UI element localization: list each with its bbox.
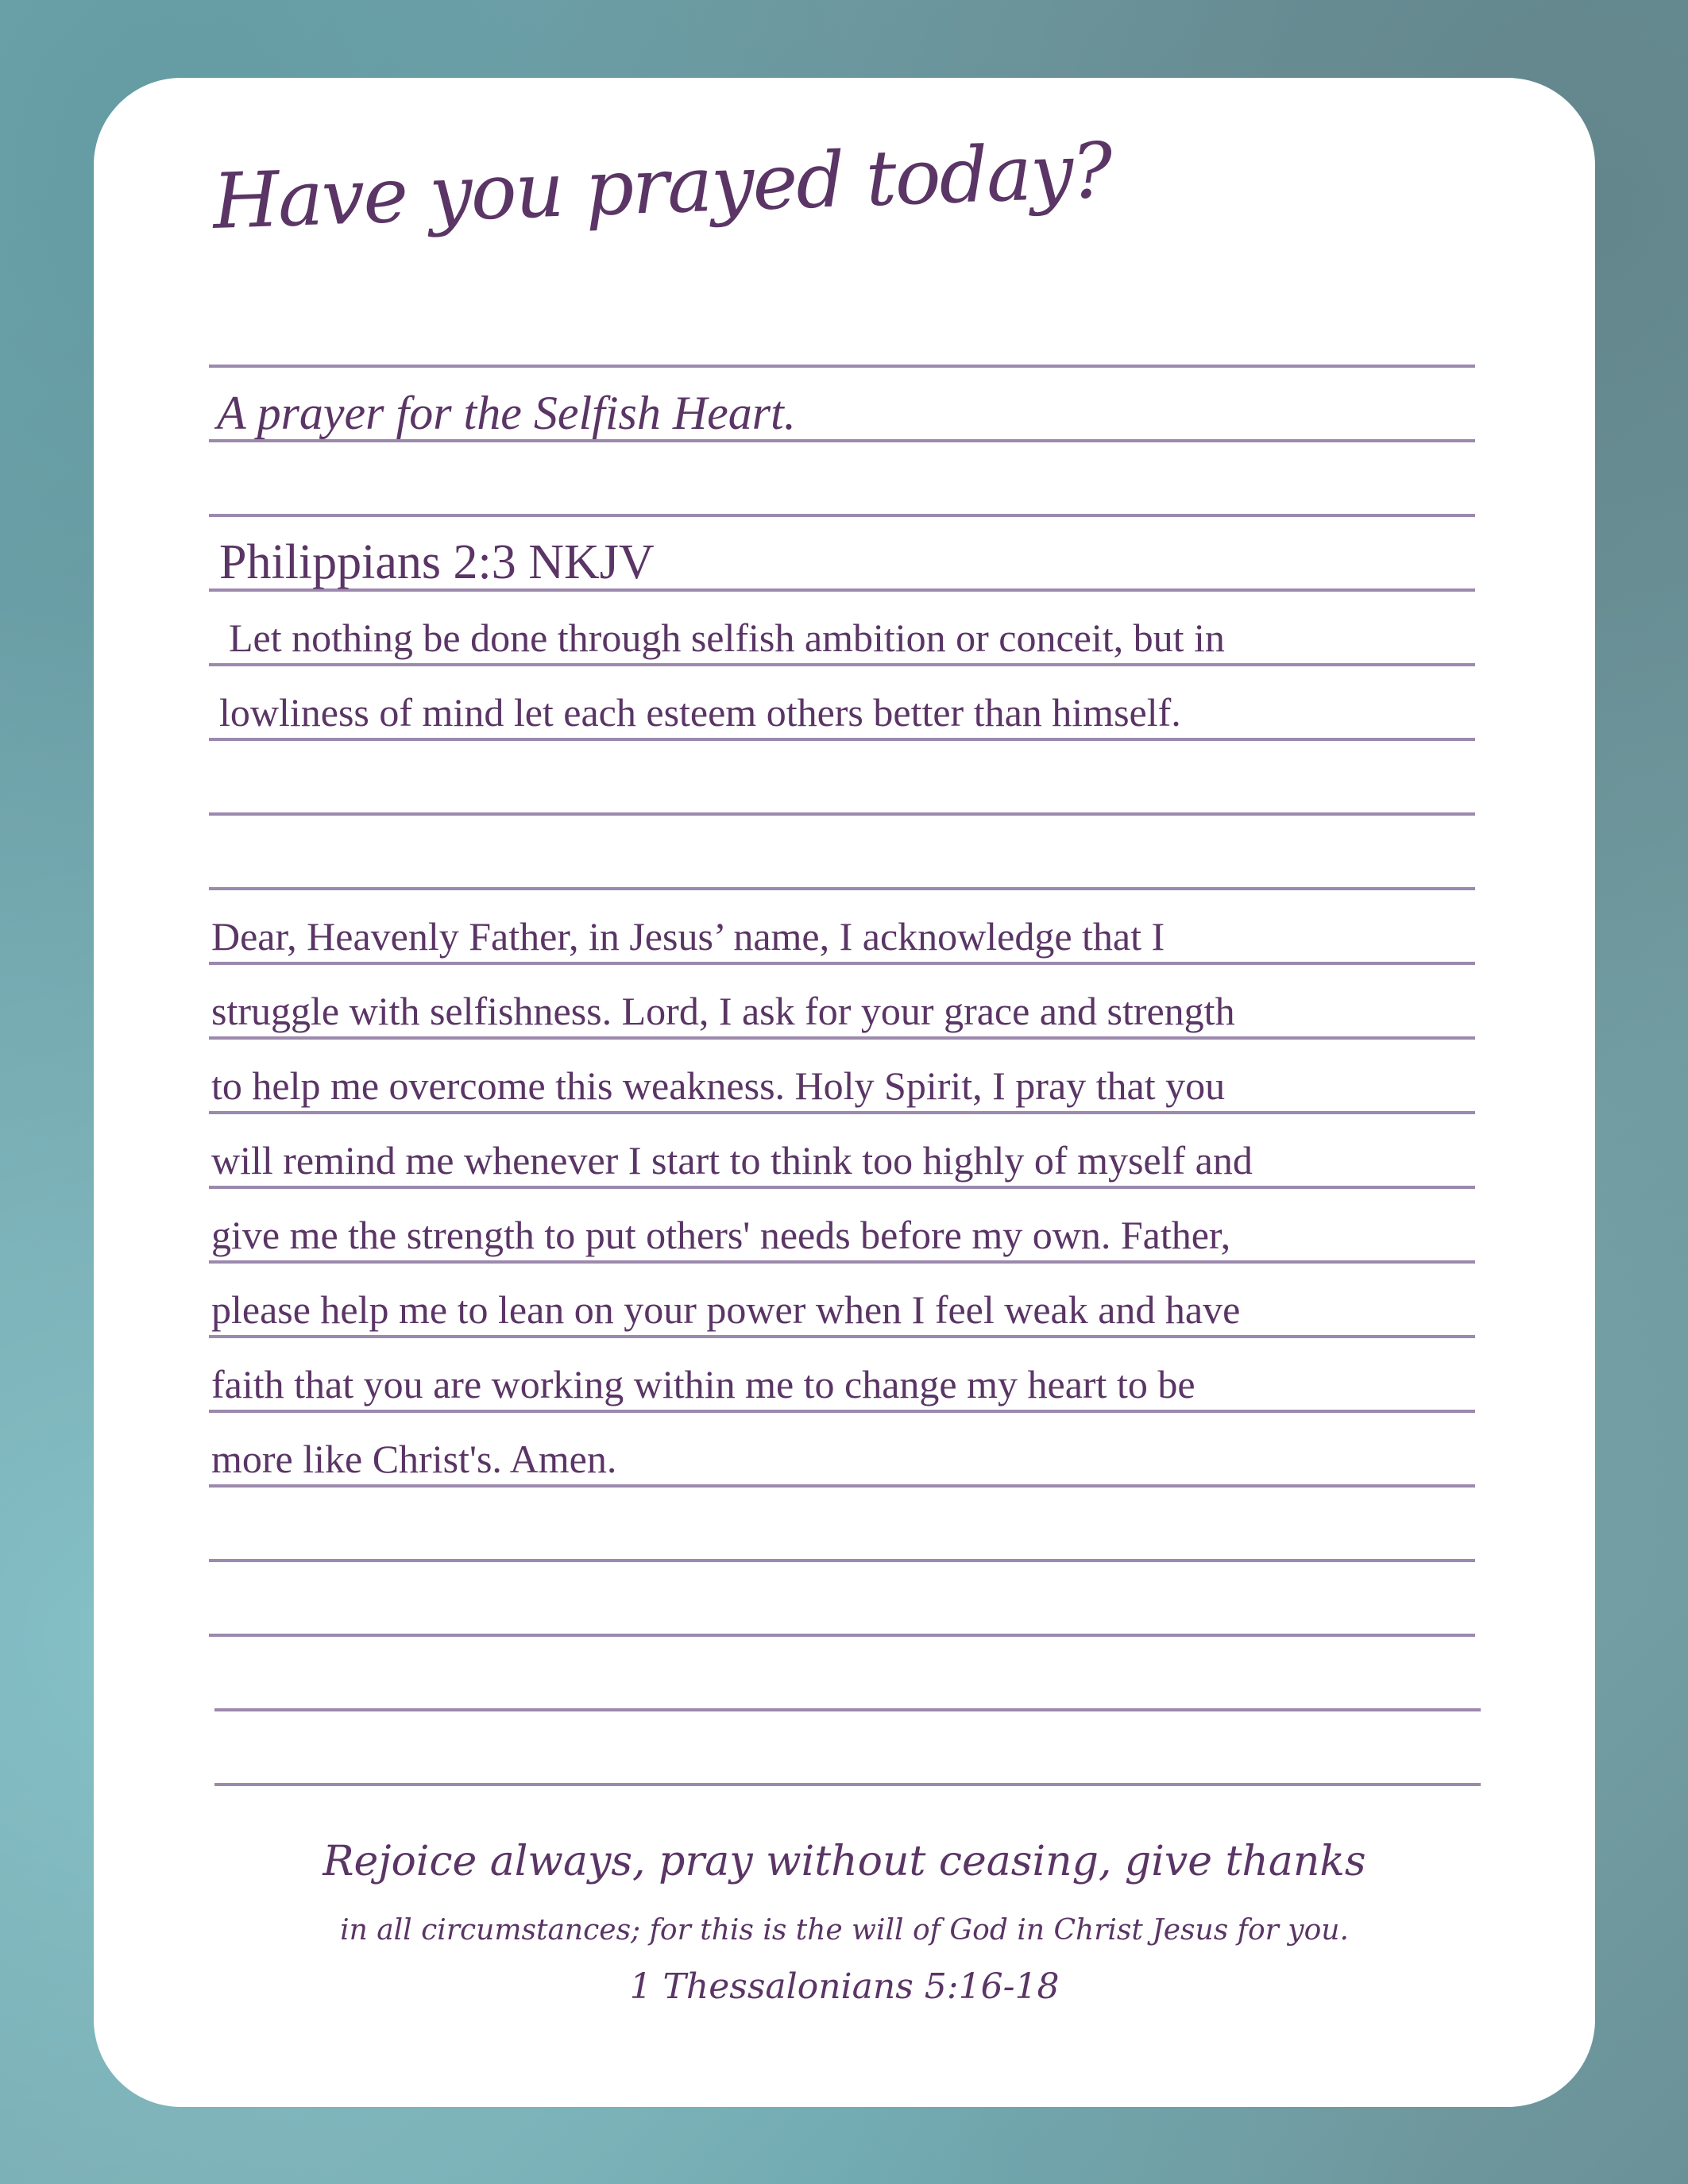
rule-line [209, 962, 1475, 965]
rule-line [209, 1186, 1475, 1189]
footer-citation: 1 Thessalonians 5:16-18 [629, 1966, 1060, 2007]
rule-line [209, 1335, 1475, 1338]
footer-quote-line: in all circumstances; for this is the will of God in Christ Jesus for you. [340, 1914, 1349, 1947]
rule-line [214, 1708, 1481, 1711]
rule-line [209, 812, 1475, 816]
rule-line [209, 514, 1475, 517]
page-title: Have you prayed today? [211, 125, 1113, 246]
prayer-card [94, 78, 1595, 2107]
rule-line [209, 1634, 1475, 1637]
scripture-line: lowliness of mind let each esteem others better than himself. [219, 690, 1181, 735]
prayer-line: will remind me whenever I start to think too highly of myself and [211, 1138, 1253, 1183]
prayer-line: more like Christ's. Amen. [211, 1437, 617, 1481]
rule-line [209, 887, 1475, 890]
scripture-line: Let nothing be done through selfish ambition or conceit, but in [229, 615, 1225, 660]
rule-line [209, 663, 1475, 666]
rule-line [209, 1260, 1475, 1264]
prayer-line: faith that you are working within me to change my heart to be [211, 1362, 1196, 1406]
prayer-line: to help me overcome this weakness. Holy Spirit, I pray that you [211, 1063, 1226, 1108]
rule-line [209, 1036, 1475, 1040]
rule-line [209, 1111, 1475, 1114]
footer-quote-line: Rejoice always, pray without ceasing, give thanks [323, 1838, 1366, 1885]
prayer-line: please help me to lean on your power when I feel weak and have [211, 1287, 1241, 1332]
rule-line [209, 1559, 1475, 1562]
rule-line [209, 1484, 1475, 1488]
prayer-line: give me the strength to put others' needs before my own. Father, [211, 1213, 1231, 1257]
scripture-reference: Philippians 2:3 NKJV [219, 535, 655, 589]
rule-line [214, 1783, 1481, 1786]
prayer-subtitle: A prayer for the Selfish Heart. [217, 387, 796, 439]
prayer-line: struggle with selfishness. Lord, I ask for your grace and strength [211, 989, 1235, 1033]
rule-line [209, 1410, 1475, 1413]
rule-line [209, 365, 1475, 368]
prayer-line: Dear, Heavenly Father, in Jesus’ name, I acknowledge that I [211, 914, 1165, 959]
rule-line [209, 738, 1475, 741]
